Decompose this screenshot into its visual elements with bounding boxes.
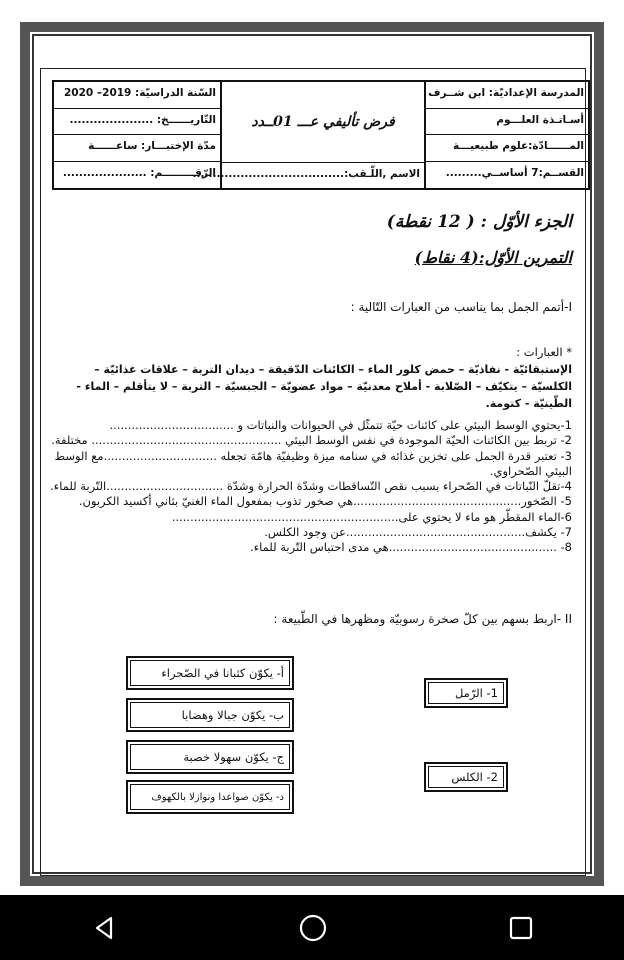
part-title: الجزء الأوّل : ( 12 نقطة) — [386, 212, 572, 232]
word-bank: الإستبقائيّة - نفاذيّة – حمض كلور الماء – الكائنات الدّقيقة – ديدان التربة – علاقات غذائيّة – الكلسيّة – يتكيّف – الصّلابة - أملاح معدنيّة – مواد عضويّة – الجبسيّة – التربة – لا يتأقلم – الماء - الطّينيّة - كتومة. — [76, 363, 572, 410]
school-year: السّنة الدراسيّة: 2019– 2020 — [54, 82, 220, 109]
navigation-bar — [0, 895, 624, 960]
sentence: 7- يكشف.................................................عن وجود الكلس. — [264, 525, 572, 540]
exam-title: فرض تأليفي عـــ 01ــدد — [220, 82, 426, 162]
back-icon[interactable] — [90, 914, 118, 942]
words-label: * العبارات : — [516, 345, 572, 359]
teacher: أسـاتـذة العلـــوم — [424, 109, 588, 136]
sentence: 8- ..............................................هي مدى احتباس التّربة للماء. — [250, 540, 572, 555]
class-field: القســم:7 أساســي......... — [445, 166, 584, 179]
number-field: الرّقـــــــــم: ..................... — [62, 166, 216, 179]
rock-box-sand: 1- الرّمل — [424, 678, 508, 708]
question-2-instruction: II -اربط بسهم بين كلّ صخرة رسوبيّة ومظهرها في الطّبيعة : — [273, 612, 572, 626]
date-field: التّاريــــــخ: ..................... — [54, 109, 220, 136]
sentence-list — [52, 418, 572, 556]
sentence: البيئي الصّحراوي. — [489, 463, 572, 478]
sentence: 4-تقلّ النّباتات في الصّحراء بسبب نقص التّساقطات وشدّة الحرارة وشدّة ................................التّربة للماء. — [50, 479, 572, 494]
rock-box-limestone: 2- الكلس — [424, 762, 508, 792]
school-name: المدرسة الإعداديّة: ابن شــرف — [424, 82, 588, 109]
sentence: 3- تعتبر قدرة الجمل على تخزين غذائه في سنامه ميزة وظيفيّة هامّة تجعله ...............................مع الوسط — [54, 448, 572, 463]
aspect-box-a: أ- يكوّن كثبانا في الصّحراء — [126, 656, 294, 690]
exercise-title: التمرين الأوّل:(4 نقاط) — [414, 248, 572, 267]
question-1-instruction: I-أتمم الجمل بما يناسب من العبارات التّالية : — [350, 300, 572, 314]
name-field: الاسم ,اللّـقب:...................................... — [220, 162, 426, 189]
header-right-column — [424, 82, 588, 188]
aspect-box-b: ب- يكوّن جبالا وهضابا — [126, 698, 294, 732]
sentence: 6-الماء المقطّر هو ماء لا يحتوي على.............................................................. — [171, 509, 572, 524]
recents-icon[interactable] — [508, 915, 534, 941]
sentence: 5- الصّخور..............................................هي صخور تذوب بمفعول الماء الغنيّ بثاني أكسيد الكربون. — [78, 494, 572, 509]
sentence: 1-يحتوي الوسط البيئي على كائنات حيّة تتمثّل في الحيوانات والنباتات و .................................. — [109, 418, 572, 432]
duration: مدّة الإختبـــار: ساعــــــة — [54, 135, 220, 162]
subject: المــــــادّة:علوم طبيعيـــة — [424, 135, 588, 162]
sentence: 2- تربط بين الكائنات الحيّة الموجودة في نفس الوسط البيئي .................................................... مختلفة. — [51, 433, 572, 448]
aspect-box-d: د- يكوّن صواعدا ونوازلا بالكهوف — [126, 780, 294, 814]
home-icon[interactable] — [298, 913, 328, 943]
aspect-box-c: ج- يكوّن سهولا خصبة — [126, 740, 294, 774]
header-left-column — [54, 82, 220, 188]
header-table — [52, 80, 590, 190]
